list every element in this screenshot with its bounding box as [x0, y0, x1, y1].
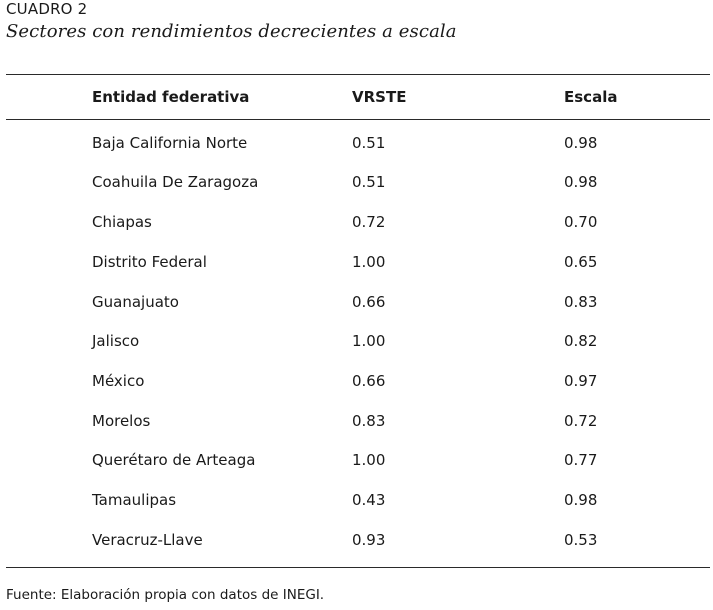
cell-vrste: 0.43	[352, 491, 386, 509]
cell-escala: 0.97	[564, 372, 598, 390]
table-row	[0, 293, 713, 315]
table-row	[0, 253, 713, 275]
cell-escala: 0.53	[564, 531, 598, 549]
table-row	[0, 451, 713, 473]
cell-escala: 0.65	[564, 253, 598, 271]
cell-vrste: 1.00	[352, 451, 386, 469]
table-title: Sectores con rendimientos decrecientes a escala	[6, 21, 457, 42]
table-row	[0, 491, 713, 513]
top-rule	[6, 74, 710, 75]
source-note: Fuente: Elaboración propia con datos de INEGI.	[6, 587, 325, 603]
cell-escala: 0.83	[564, 293, 598, 311]
table-row	[0, 372, 713, 394]
header-escala: Escala	[564, 88, 618, 106]
cell-entidad: Querétaro de Arteaga	[92, 451, 256, 469]
table-label: CUADRO 2	[6, 0, 88, 18]
table-row	[0, 531, 713, 553]
cell-vrste: 0.93	[352, 531, 386, 549]
cell-entidad: Coahuila De Zaragoza	[92, 173, 259, 191]
cell-vrste: 0.83	[352, 412, 386, 430]
cell-entidad: Guanajuato	[92, 293, 179, 311]
cell-entidad: Tamaulipas	[92, 491, 177, 509]
cell-escala: 0.77	[564, 451, 598, 469]
cell-vrste: 0.66	[352, 372, 386, 390]
table-row	[0, 213, 713, 235]
cell-vrste: 0.72	[352, 213, 386, 231]
cell-entidad: Veracruz-Llave	[92, 531, 203, 549]
header-vrste: VRSTE	[352, 88, 407, 106]
table-row	[0, 412, 713, 434]
table-row	[0, 134, 713, 156]
table-row	[0, 173, 713, 195]
cell-escala: 0.72	[564, 412, 598, 430]
header-rule	[6, 119, 710, 120]
cell-vrste: 1.00	[352, 253, 386, 271]
cell-entidad: Morelos	[92, 412, 151, 430]
cell-vrste: 0.66	[352, 293, 386, 311]
bottom-rule	[6, 567, 710, 568]
table-row	[0, 332, 713, 354]
cell-vrste: 0.51	[352, 134, 386, 152]
header-entidad: Entidad federativa	[92, 88, 250, 106]
cell-escala: 0.98	[564, 173, 598, 191]
cell-vrste: 0.51	[352, 173, 386, 191]
cell-entidad: Chiapas	[92, 213, 152, 231]
cell-escala: 0.82	[564, 332, 598, 350]
cell-entidad: Jalisco	[92, 332, 140, 350]
cell-vrste: 1.00	[352, 332, 386, 350]
cell-escala: 0.70	[564, 213, 598, 231]
cell-entidad: Baja California Norte	[92, 134, 248, 152]
cell-escala: 0.98	[564, 134, 598, 152]
cell-entidad: México	[92, 372, 145, 390]
cell-entidad: Distrito Federal	[92, 253, 207, 271]
cell-escala: 0.98	[564, 491, 598, 509]
